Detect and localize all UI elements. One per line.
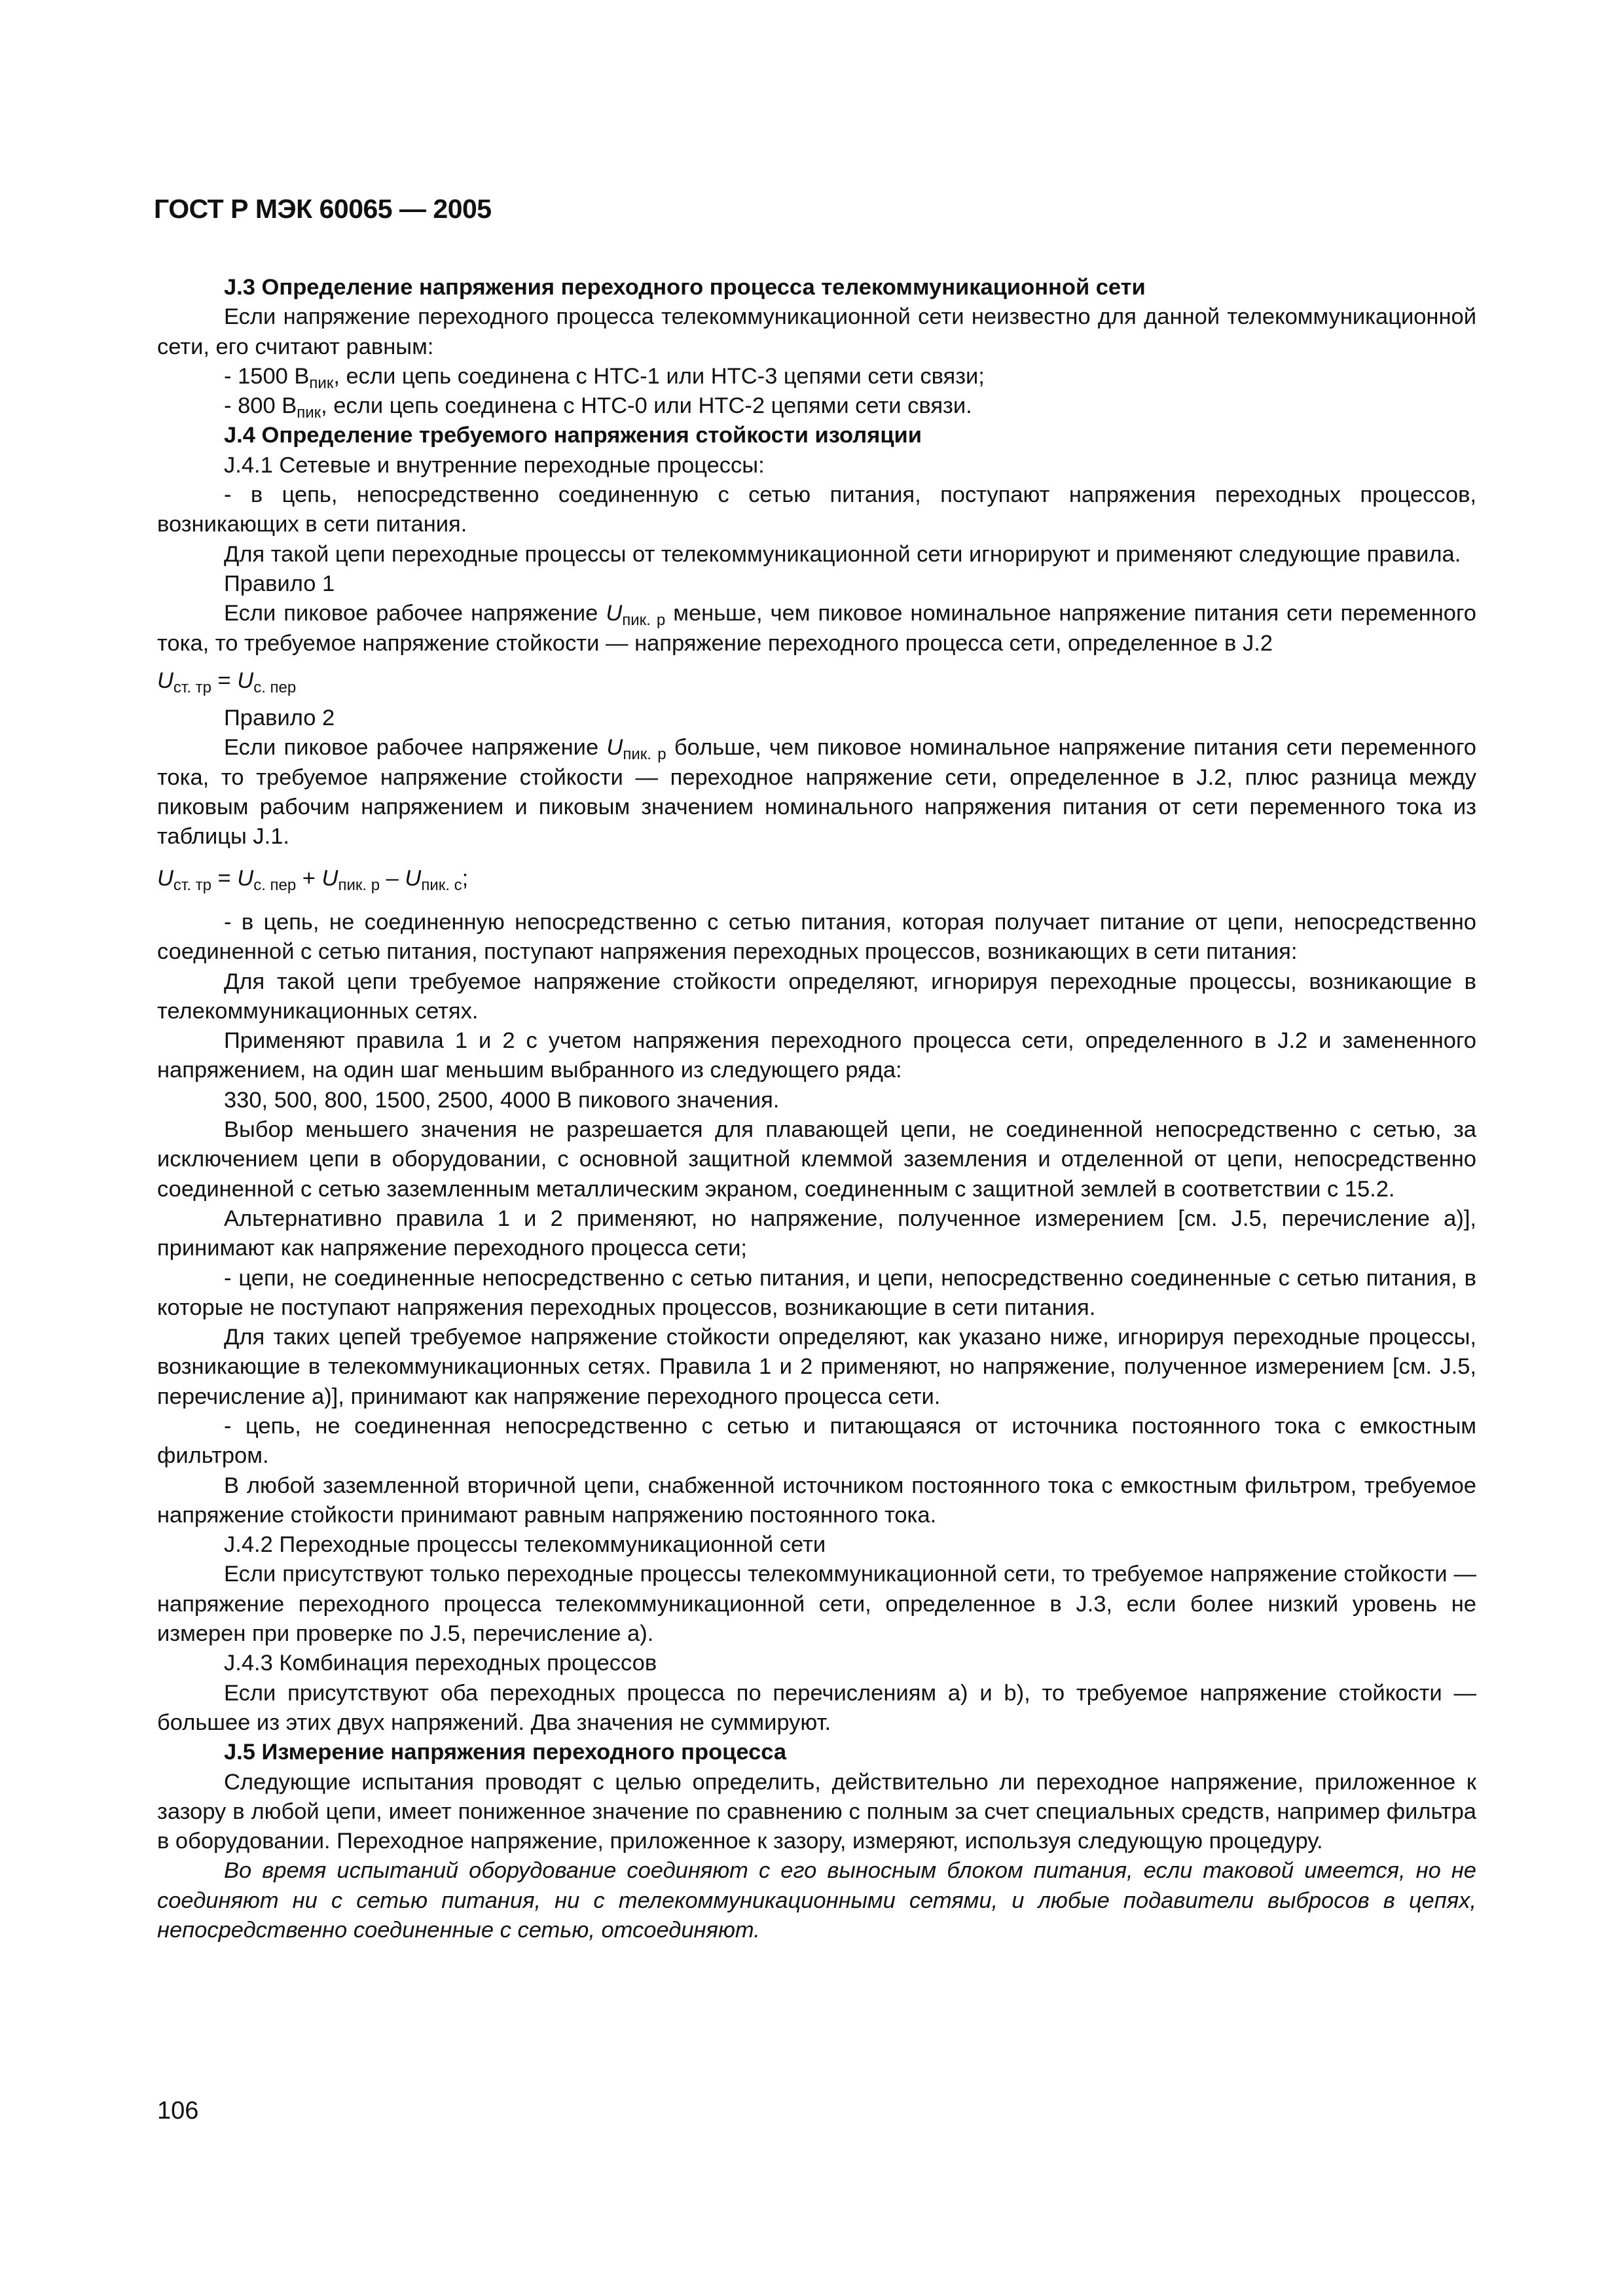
paragraph: Для таких цепей требуемое напряжение стойкости определяют, как указано ниже, игнорируя переходные процессы, возникающие в телекоммуникационных сетях. Правила 1 и 2 применяют, но напряжение, полученное измерением [см. J.5, перечисление а)], принимают как напряжение переходного процесса сети. bbox=[157, 1325, 1476, 1409]
paragraph: Для такой цепи переходные процессы от телекоммуникационной сети игнорируют и применяют следующие правила. bbox=[224, 541, 1461, 567]
paragraph: Для такой цепи требуемое напряжение стойкости определяют, игнорируя переходные процессы, возникающие в телекоммуникационных сетях. bbox=[157, 969, 1476, 1024]
paragraph: Применяют правила 1 и 2 с учетом напряжения переходного процесса сети, определенного в J.2 и замененного напряжением, на один шаг меньшим выбранного из следующего ряда: bbox=[157, 1028, 1476, 1083]
section-heading-j3: J.3 Определение напряжения переходного процесса телекоммуникационной сети bbox=[224, 275, 1146, 300]
paragraph: - в цепь, не соединенную непосредственно с сетью питания, которая получает питание от цепи, непосредственно соединенной с сетью питания, поступают напряжения переходных процессов, возникающих в сети питания: bbox=[157, 909, 1476, 965]
paragraph: - цепь, не соединенная непосредственно с сетью и питающаяся от источника постоянного тока с емкостным фильтром. bbox=[157, 1413, 1476, 1469]
list-item: - 800 $В_{пик}$, если цепь соединена с НТС-0 или НТС-2 цепями сети связи. bbox=[224, 393, 972, 422]
paragraph: Если пиковое рабочее напряжение $U_{пик. р}$ меньше, чем пиковое номинальное напряжение питания сети переменного тока, то требуемое напряжение стойкости — напряжение переходного процесса сети, определенное в J.2 bbox=[157, 601, 1476, 656]
list-item: - 1500 $В_{пик}$, если цепь соединена с НТС-1 или НТС-3 цепями сети связи; bbox=[224, 363, 985, 392]
paragraph: Выбор меньшего значения не разрешается для плавающей цепи, не соединенной непосредственно с сетью, за исключением цепи в оборудовании, с основной защитной клеммой заземления и отделенной от цепи, непосредственно соединенной с сетью заземленным металлическим экраном, соединенным с защитной землей в соответствии с 15.2. bbox=[157, 1117, 1476, 1202]
paragraph: - цепи, не соединенные непосредственно с сетью питания, и цепи, непосредственно соединенные с сетью питания, в которые не поступают напряжения переходных процессов, возникающие в сети питания. bbox=[157, 1265, 1476, 1320]
running-title: ГОСТ Р МЭК 60065 — 2005 bbox=[154, 194, 492, 224]
paragraph-italic: Во время испытаний оборудование соединяют с его выносным блоком питания, если таковой имеется, но не соединяют ни с сетью питания, ни с телекоммуникационными сетями, и любые подавители выбросов в цепях, непосредственно соединенные с сетью, отсоединяют. bbox=[157, 1858, 1476, 1943]
subsection-title-j43: J.4.3 Комбинация переходных процессов bbox=[224, 1651, 657, 1676]
paragraph: Если присутствуют оба переходных процесса по перечислениям а) и b), то требуемое напряжение стойкости — большее из этих двух напряжений. Два значения не суммируют. bbox=[157, 1680, 1476, 1735]
paragraph: Если пиковое рабочее напряжение $U_{пик. р}$ больше, чем пиковое номинальное напряжение питания сети переменного тока, то требуемое напряжение стойкости — переходное напряжение сети, определенное в J.2, плюс разница между пиковым рабочим напряжением и пиковым значением номинального напряжения питания от сети переменного тока из таблицы J.1. bbox=[157, 735, 1476, 850]
paragraph: - в цепь, непосредственно соединенную с сетью питания, поступают напряжения переходных процессов, возникающих в сети питания. bbox=[157, 482, 1476, 537]
document-body bbox=[157, 273, 1476, 1945]
paragraph: Следующие испытания проводят с целью определить, действительно ли переходное напряжение, приложенное к зазору в любой цепи, имеет пониженное значение по сравнению с полным за счет специальных средств, например фильтра в оборудовании. Переходное напряжение, приложенное к зазору, измеряют, используя следующую процедуру. bbox=[157, 1769, 1476, 1854]
section-heading-j5: J.5 Измерение напряжения переходного процесса bbox=[224, 1740, 787, 1765]
paragraph: В любой заземленной вторичной цепи, снабженной источником постоянного тока с емкостным фильтром, требуемое напряжение стойкости принимают равным напряжению постоянного тока. bbox=[157, 1473, 1476, 1528]
subsection-title-j41: J.4.1 Сетевые и внутренние переходные процессы: bbox=[224, 452, 765, 478]
paragraph: 330, 500, 800, 1500, 2500, 4000 В пикового значения. bbox=[224, 1087, 780, 1113]
rule-title: Правило 1 bbox=[224, 571, 335, 596]
formula-1: $U_{ст. тр} = U_{с. пер}$ bbox=[157, 668, 297, 696]
page-number: 106 bbox=[157, 2097, 199, 2125]
formula-2: $U_{ст. тр} = U_{с. пер} + U_{пик. р} - U_{пик. с}$; bbox=[157, 865, 469, 894]
paragraph: Альтернативно правила 1 и 2 применяют, но напряжение, полученное измерением [см. J.5, перечисление а)], принимают как напряжение переходного процесса сети; bbox=[157, 1206, 1476, 1261]
paragraph: Если напряжение переходного процесса телекоммуникационной сети неизвестно для данной телекоммуникационной сети, его считают равным: bbox=[157, 304, 1476, 359]
paragraph: Если присутствуют только переходные процессы телекоммуникационной сети, то требуемое напряжение стойкости — напряжение переходного процесса телекоммуникационной сети, определенное в J.3, если более низкий уровень не измерен при проверке по J.5, перечисление а). bbox=[157, 1562, 1476, 1647]
section-heading-j4: J.4 Определение требуемого напряжения стойкости изоляции bbox=[224, 423, 922, 448]
subsection-title-j42: J.4.2 Переходные процессы телекоммуникационной сети bbox=[224, 1532, 826, 1558]
rule-title: Правило 2 bbox=[224, 706, 335, 731]
